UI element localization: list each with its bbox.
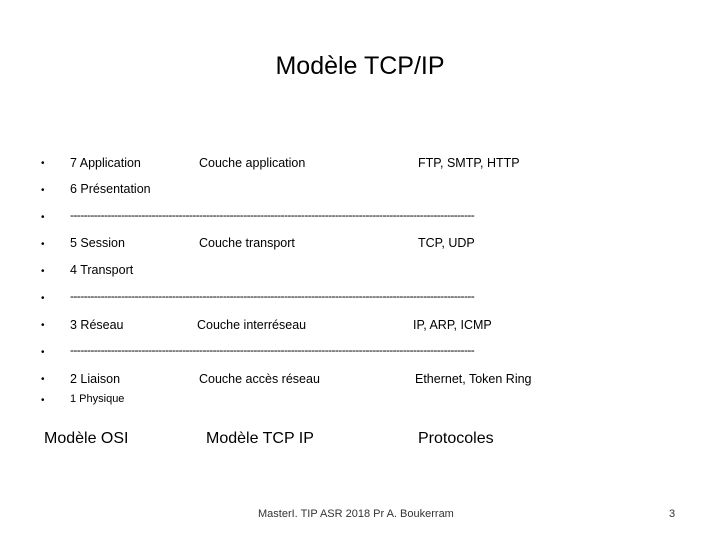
- column-label-osi: Modèle OSI: [44, 430, 129, 447]
- osi-layer-6: 6 Présentation: [70, 182, 151, 196]
- tcpip-layer-internet: Couche interréseau: [197, 318, 307, 332]
- bullet: •: [41, 395, 45, 406]
- bullet: •: [41, 293, 45, 304]
- protocols-transport: TCP, UDP: [418, 236, 475, 250]
- divider-line: -----------------------------------------------------------------------------------------------------------------------: [70, 343, 475, 357]
- osi-layer-2: 2 Liaison: [70, 372, 121, 386]
- bullet: •: [41, 266, 45, 277]
- osi-layer-7: 7 Application: [70, 156, 141, 170]
- bullet: •: [41, 239, 45, 250]
- osi-layer-5: 5 Session: [70, 236, 125, 250]
- divider-line: -----------------------------------------------------------------------------------------------------------------------: [70, 289, 475, 303]
- osi-layer-3: 3 Réseau: [70, 318, 124, 332]
- tcpip-layer-application: Couche application: [199, 156, 306, 170]
- divider-line: -----------------------------------------------------------------------------------------------------------------------: [70, 208, 475, 222]
- bullet: •: [41, 374, 45, 385]
- osi-layer-4: 4 Transport: [70, 263, 134, 277]
- column-label-protocols: Protocoles: [418, 430, 494, 447]
- tcpip-layer-network-access: Couche accès réseau: [199, 372, 320, 386]
- bullet: •: [41, 320, 45, 331]
- bullet: •: [41, 185, 45, 196]
- tcpip-layer-transport: Couche transport: [199, 236, 295, 250]
- bullet: •: [41, 158, 45, 169]
- bullet: •: [41, 347, 45, 358]
- slide-title: Modèle TCP/IP: [275, 52, 445, 80]
- page-number: 3: [669, 508, 676, 520]
- osi-layer-1: 1 Physique: [70, 393, 125, 405]
- protocols-internet: IP, ARP, ICMP: [413, 318, 492, 332]
- column-label-tcpip: Modèle TCP IP: [206, 430, 314, 447]
- protocols-network-access: Ethernet, Token Ring: [415, 372, 532, 386]
- footer-text: MasterI. TIP ASR 2018 Pr A. Boukerram: [258, 508, 454, 520]
- bullet: •: [41, 212, 45, 223]
- protocols-application: FTP, SMTP, HTTP: [418, 156, 520, 170]
